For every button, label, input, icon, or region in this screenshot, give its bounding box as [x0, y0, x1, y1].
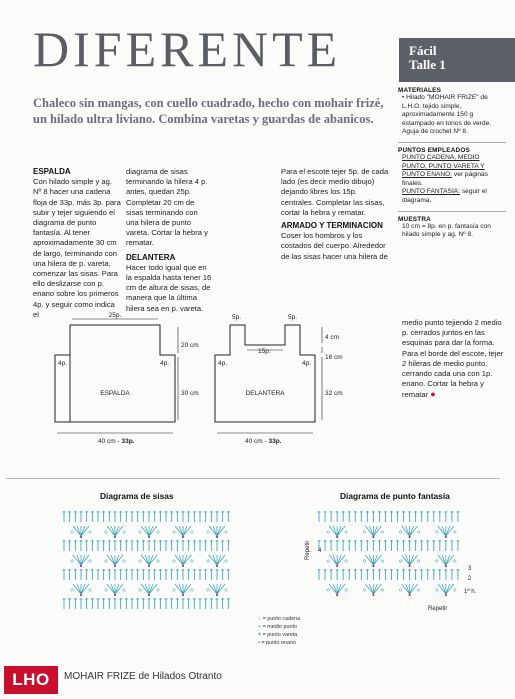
sidebar	[398, 87, 506, 240]
espalda-height-2: 30 cm	[181, 390, 199, 397]
espalda-width: 40 cm - 33p.	[98, 438, 135, 445]
puntos-ref-1: ver páginas finales.	[402, 171, 489, 187]
espalda-text-cont: diagrama de sisas terminando la hilera 4 p. antes, quedan 25p. Completar 20 cm de sisas terminando con una hilera de punto vareta. Cortar la hebra y rematar.	[126, 167, 208, 248]
del-shoulder-right: 5p.	[288, 314, 298, 321]
difficulty-label: Fácil	[409, 43, 437, 58]
armado-text-cont: medio punto tejiendo 2 medio p. cerrados juntos en las esquinas para dar la forma. Para el borde del escote, tejer 2 hileras de medio punto, cerrando cada una con 1p. enano. Cortar la hebra y rematar	[402, 318, 504, 400]
del-height-2: 32 cm	[325, 390, 343, 397]
end-bullet-icon: ●	[430, 389, 436, 400]
espalda-top-label: 25p.	[108, 312, 122, 319]
escote-section	[281, 167, 389, 262]
espalda-heading: ESPALDA	[33, 167, 71, 176]
row-3-label: 3	[468, 566, 472, 572]
row-1-label: 1ª h.	[464, 589, 477, 595]
sidebar-divider	[398, 142, 506, 143]
legend-item-cadena: ○ = punto cadena	[258, 616, 301, 622]
del-side-left: 4p.	[218, 360, 228, 367]
puntos-link-fantasia: PUNTO FANTASIA:	[402, 188, 461, 196]
delantera-outline	[215, 325, 315, 422]
del-height-1: 16 cm	[325, 354, 343, 361]
del-shoulder-left: 5p.	[232, 314, 242, 321]
legend-item-vareta: ǂ = punto vareta	[258, 632, 298, 638]
espalda-side-left: 4p.	[58, 360, 68, 367]
espalda-height-1: 20 cm	[181, 342, 199, 349]
materiales-text: • Hilado "MOHAIR FRIZE" de L.H.O. tejido simple, aproximadamente 150 g estampado en tonos de verde. Aguja de crochet Nº 8.	[402, 94, 492, 136]
espalda-label: ESPALDA	[100, 390, 130, 397]
del-height-0: 4 cm	[325, 334, 340, 341]
delantera-text: Hacer todo igual que en la espalda hasta tener 16 cm de altura de sisas, de manera que la última hilera sea en p. vareta.	[126, 262, 212, 313]
materiales-heading: MATERIALES	[398, 87, 442, 94]
fantasia-diagram-title: Diagrama de punto fantasía	[340, 491, 450, 501]
legend-item-medio: + = medio punto	[258, 624, 297, 630]
delantera-section	[126, 167, 212, 314]
espalda-side-right: 4p.	[160, 360, 170, 367]
puntos-link-basicos: PUNTO CADENA, MEDIO PUNTO, PUNTO VARETA Y PUNTO ENANO:	[402, 153, 485, 179]
repetir-vertical: Repetir	[305, 540, 311, 560]
size-label: Talle 1	[409, 57, 446, 72]
row-4-label: 4	[318, 548, 322, 554]
brand-logo: LHO	[4, 666, 58, 694]
del-neck-label: 15p.	[258, 348, 271, 355]
delantera-label: DELANTERA	[245, 390, 285, 397]
armado-text: Coser los hombros y los costados del cuerpo. Alrededor de las sisas hacer una hilera de	[281, 231, 388, 261]
del-side-right: 4p.	[302, 360, 312, 367]
puntos-ref-2: seguir el diagrama.	[402, 188, 487, 204]
puntos-text	[398, 154, 506, 206]
sidebar-divider	[398, 211, 506, 212]
armado-heading: ARMADO Y TERMINACION	[281, 221, 383, 231]
delantera-heading: DELANTERA	[126, 252, 176, 262]
diagram-panel-top	[6, 478, 500, 479]
row-2-label: 2	[468, 576, 472, 582]
muestra-heading: MUESTRA	[398, 215, 431, 223]
del-width: 40 cm - 33p.	[245, 438, 282, 445]
difficulty-badge	[399, 38, 515, 82]
footer-text: MOHAIR FRIZE de Hilados Otranto	[64, 671, 222, 682]
sisas-diagram-title: Diagrama de sisas	[100, 491, 174, 501]
repetir-horizontal: Repetir	[428, 606, 448, 612]
sisas-diagram	[60, 505, 240, 615]
schematics	[0, 295, 400, 475]
escote-text: Para el escote tejer 5p. de cada lado (es decir medio dibujo) dejando libres los 15p. centrales. Completar las sisas, cortar la hebra y rematar.	[281, 167, 389, 217]
espalda-outline	[55, 325, 175, 422]
subtitle: Chaleco sin mangas, con cuello cuadrado, hecho con mohair frizé, un hilado ultra liviano. Combina varetas y guardas de abanicos.	[33, 96, 384, 126]
espalda-text: Con hilado simple y ag. Nº 8 hacer una cadena floja de 33p. más 3p. para subir y tejer siguiendo el diagrama de punto fantasía. Al tener aproximadamente 30 cm de largo, terminando con una hilera de p. vareta, comenzar las sisas. Para ello deslizarse con p. enano sobre los primeros 4p. y seguir como indica el	[33, 177, 121, 319]
muestra-text: 10 cm = 8p. en p. fantasía con hilado simple y ag. Nº 8.	[402, 222, 491, 239]
fantasia-diagram	[315, 505, 475, 600]
stitch-legend	[258, 616, 300, 646]
legend-item-enano: • = punto enano	[258, 640, 297, 646]
page-title: DIFERENTE	[33, 21, 342, 77]
armado-continuation	[402, 318, 504, 401]
puntos-heading: PUNTOS EMPLEADOS	[398, 146, 470, 154]
